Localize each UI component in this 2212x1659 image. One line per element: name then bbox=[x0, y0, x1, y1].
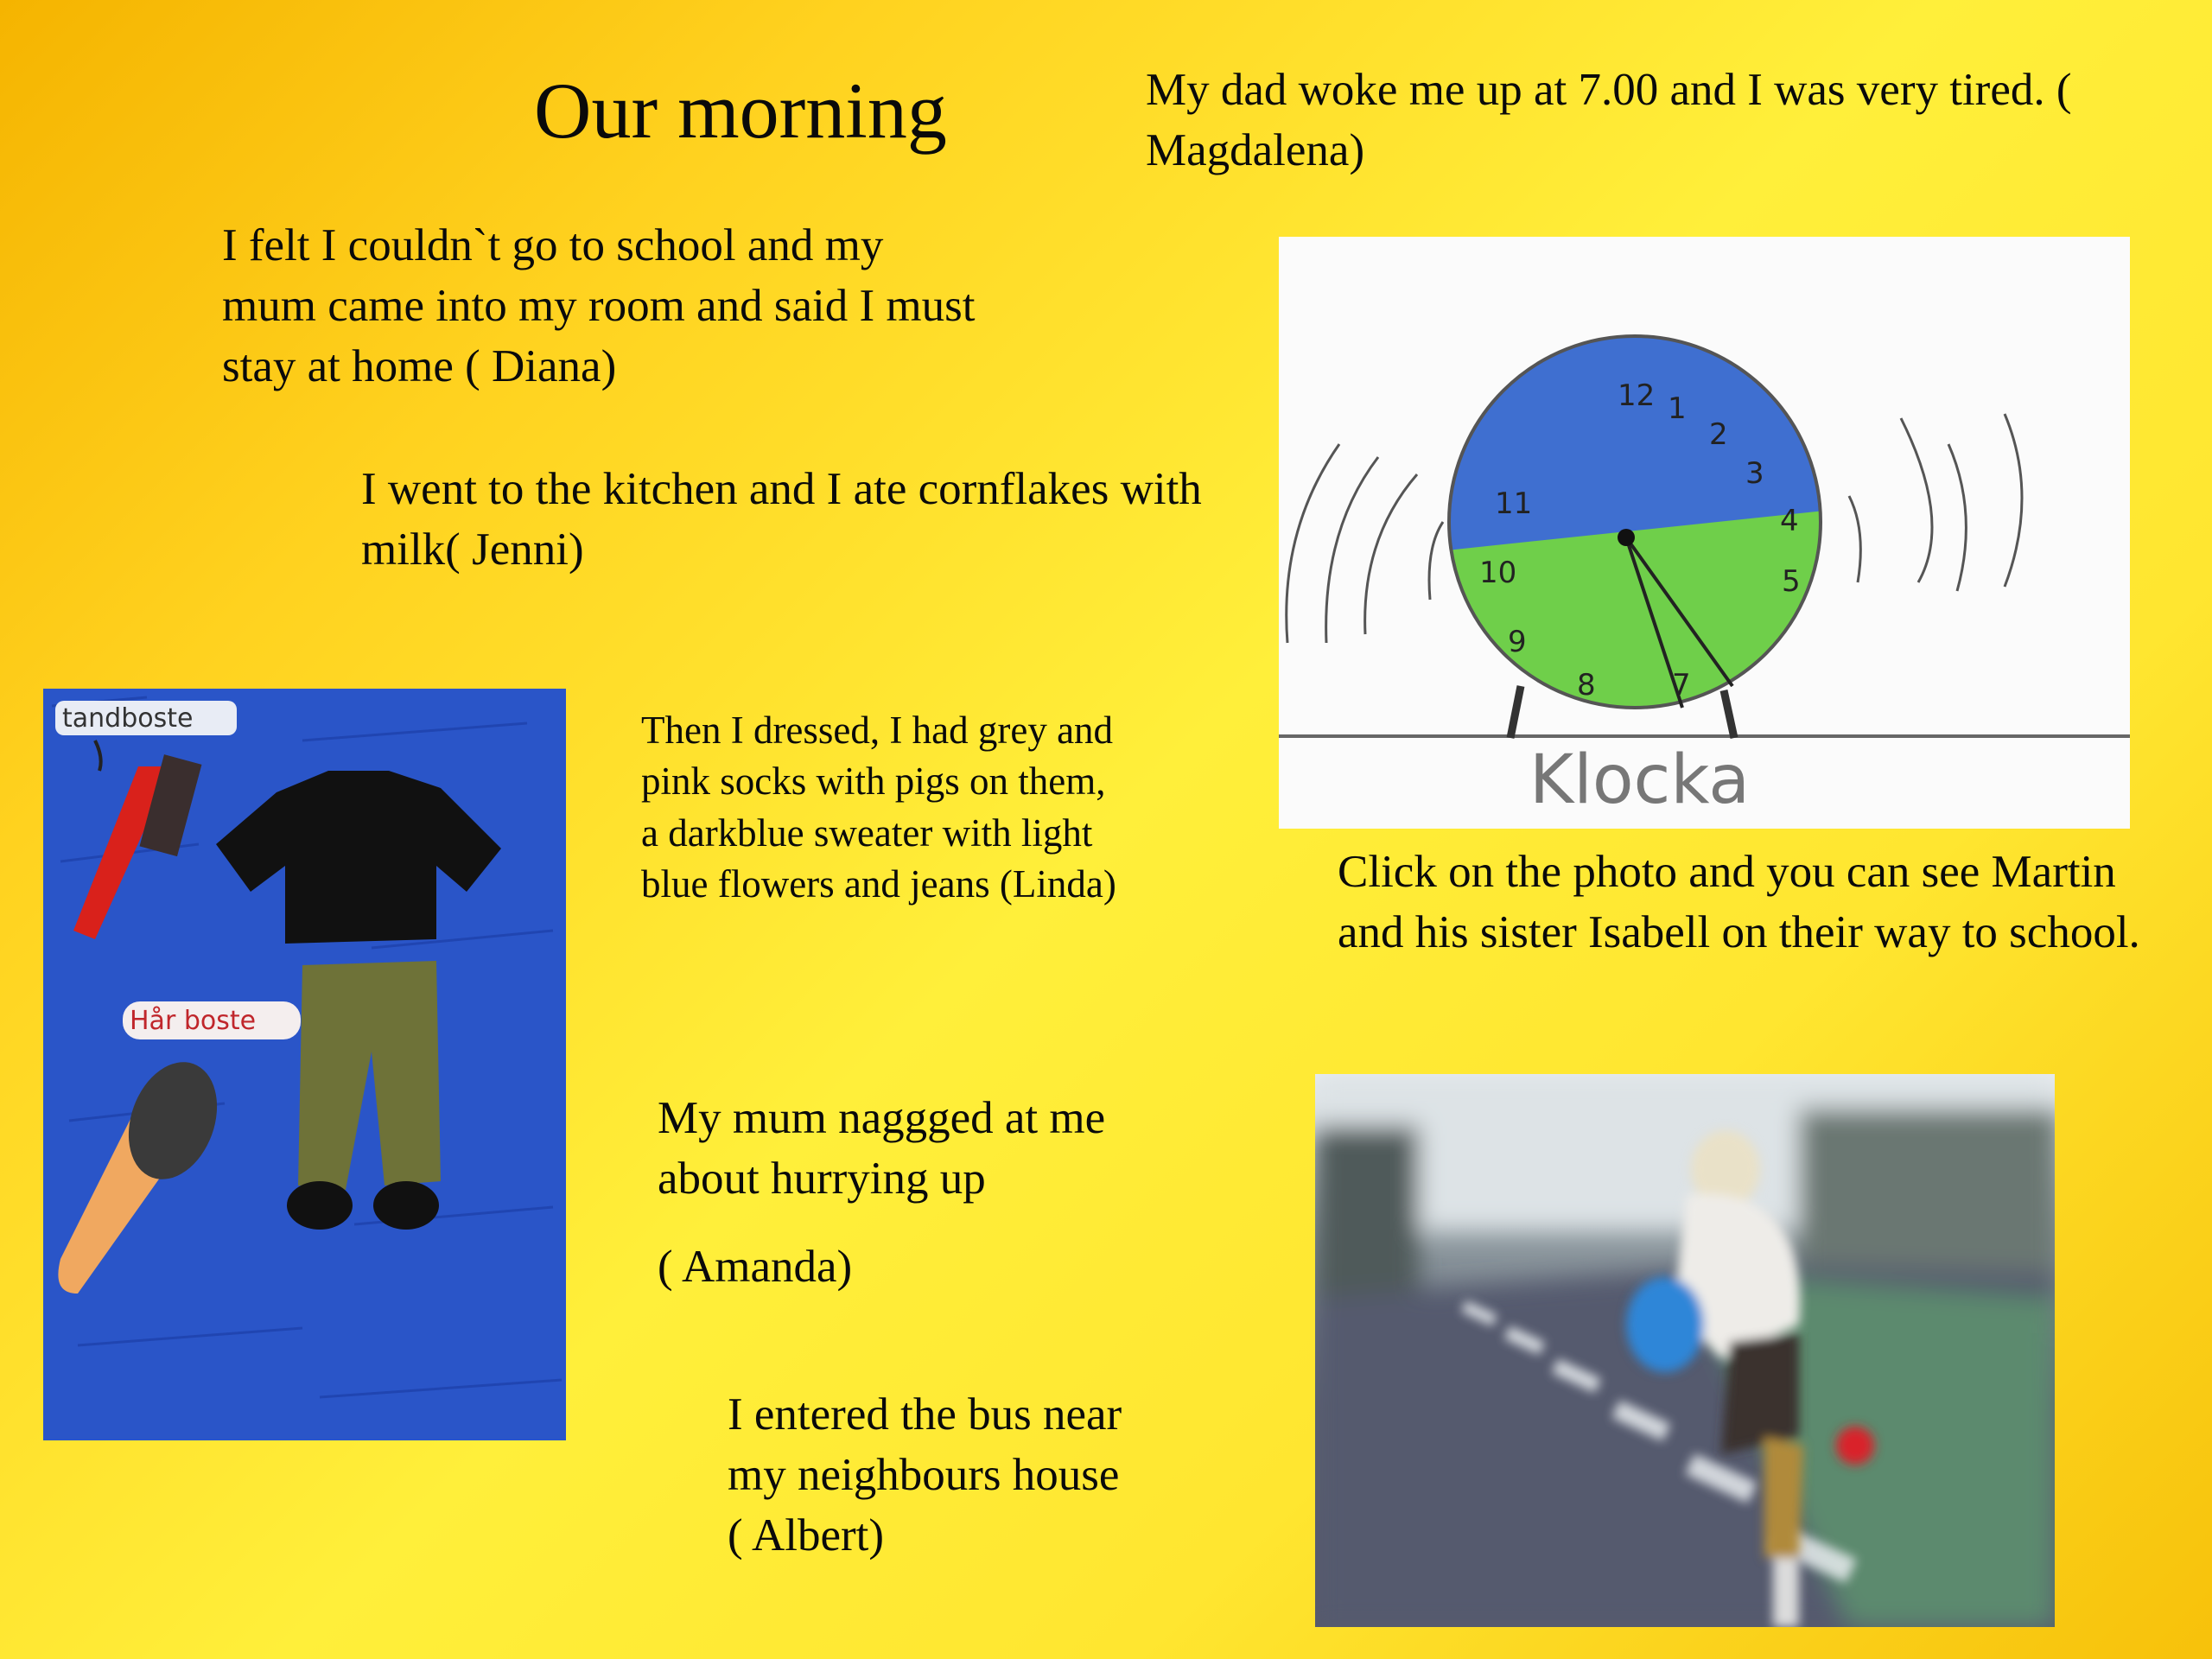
text-amanda-signature: ( Amanda) bbox=[658, 1241, 853, 1292]
shoe-right-icon bbox=[373, 1181, 439, 1230]
ring-line-left-2 bbox=[1326, 457, 1378, 643]
clock-num-7: 7 bbox=[1672, 668, 1691, 702]
clock-num-4: 4 bbox=[1780, 504, 1799, 538]
text-diana: I felt I couldn`t go to school and my mum came into my room and said I must stay at home ( Diana) bbox=[222, 220, 976, 391]
ring-line-right-4 bbox=[2005, 414, 2022, 587]
ring-line-right-3 bbox=[1948, 444, 1966, 591]
bike-photo-svg bbox=[1315, 1074, 2055, 1627]
clock-num-10: 10 bbox=[1479, 556, 1517, 590]
clock-center bbox=[1618, 529, 1635, 546]
ring-line-right-2 bbox=[1901, 418, 1932, 582]
clock-drawing-svg bbox=[1279, 237, 2130, 829]
clock-num-8: 8 bbox=[1577, 668, 1596, 702]
clothes-drawing-svg bbox=[43, 689, 566, 1440]
clock-caption: Klocka bbox=[1529, 741, 1751, 819]
clock-num-9: 9 bbox=[1508, 625, 1527, 659]
ring-line-left-4 bbox=[1429, 522, 1443, 600]
shoe-left-icon bbox=[287, 1181, 353, 1230]
ring-line-left-1 bbox=[1287, 444, 1339, 643]
clock-face-green bbox=[1445, 510, 1853, 757]
clock-num-3: 3 bbox=[1745, 456, 1764, 491]
text-magdalena: My dad woke me up at 7.00 and I was very tired. ( Magdalena) bbox=[1146, 65, 2072, 175]
text-albert: I entered the bus near my neighbours house ( Albert) bbox=[728, 1389, 1122, 1560]
text-click-photo-hint: Click on the photo and you can see Martin and his sister Isabell on their way to school. bbox=[1338, 847, 2140, 957]
clock-num-12: 12 bbox=[1618, 378, 1656, 413]
clock-leg-left bbox=[1510, 686, 1521, 738]
label-toothbrush: tandboste bbox=[62, 703, 194, 734]
slide-title: Our morning bbox=[534, 67, 947, 155]
ring-line-right-1 bbox=[1849, 496, 1860, 582]
clock-leg-right bbox=[1724, 690, 1734, 738]
text-jenni: I went to the kitchen and I ate cornflakes with milk( Jenni) bbox=[361, 464, 1202, 575]
clock-drawing bbox=[1279, 237, 2130, 829]
clothes-drawing bbox=[43, 689, 566, 1440]
text-amanda-body: My mum naggged at me about hurrying up bbox=[658, 1093, 1106, 1204]
clock-num-2: 2 bbox=[1709, 417, 1728, 452]
text-amanda bbox=[658, 1089, 1141, 1298]
clock-num-11: 11 bbox=[1495, 486, 1533, 521]
clock-num-5: 5 bbox=[1782, 564, 1801, 599]
bike-photo[interactable] bbox=[1315, 1074, 2055, 1627]
text-linda: Then I dressed, I had grey and pink socks with pigs on them, a darkblue sweater with light blue flowers and jeans (Linda) bbox=[641, 709, 1116, 906]
ring-line-left-3 bbox=[1365, 474, 1417, 634]
clock-num-1: 1 bbox=[1668, 391, 1687, 426]
label-hairbrush: Hår boste bbox=[130, 1006, 257, 1036]
